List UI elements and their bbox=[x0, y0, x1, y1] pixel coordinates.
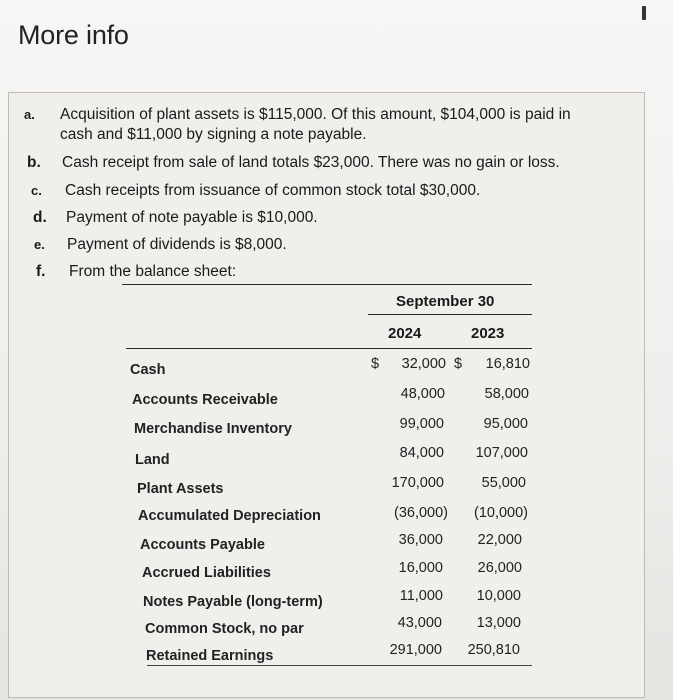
cell-2024: 43,000 bbox=[397, 615, 442, 631]
dialog-title: More info bbox=[18, 20, 129, 50]
cell-2024: 99,000 bbox=[399, 416, 444, 432]
row-label-retained-earnings: Retained Earnings bbox=[146, 648, 274, 664]
cell-2023: 26,000 bbox=[477, 560, 522, 576]
cell-2023: 16,810 bbox=[485, 356, 530, 372]
cell-2024: 16,000 bbox=[398, 560, 443, 576]
row-label-accumulated-depreciation: Accumulated Depreciation bbox=[138, 508, 321, 524]
cell-2024: 36,000 bbox=[398, 532, 443, 548]
note-e bbox=[34, 235, 634, 255]
note-letter: b. bbox=[27, 154, 41, 171]
row-label-accounts-receivable: Accounts Receivable bbox=[132, 392, 278, 408]
note-text: Payment of dividends is $8,000. bbox=[67, 236, 287, 253]
currency-symbol-2024: $ bbox=[371, 356, 380, 372]
cell-2024: 291,000 bbox=[389, 642, 442, 658]
cell-2024: (36,000) bbox=[393, 505, 448, 521]
cell-2023: 95,000 bbox=[483, 416, 528, 432]
note-letter: f. bbox=[36, 263, 46, 280]
cell-2023: 22,000 bbox=[477, 532, 522, 548]
cell-2023: 13,000 bbox=[476, 615, 521, 631]
row-label-accrued-liabilities: Accrued Liabilities bbox=[142, 565, 271, 581]
note-letter: a. bbox=[24, 107, 35, 122]
note-f bbox=[36, 262, 636, 282]
cell-2023: 58,000 bbox=[484, 386, 529, 402]
cell-2023: 10,000 bbox=[476, 588, 521, 604]
note-text: Payment of note payable is $10,000. bbox=[66, 209, 318, 226]
row-label-accounts-payable: Accounts Payable bbox=[140, 537, 265, 553]
table-bottom-rule bbox=[147, 665, 532, 666]
note-text-cont: cash and $11,000 by signing a note payable. bbox=[60, 126, 367, 143]
row-label-cash: Cash bbox=[130, 362, 166, 378]
column-header-2024: 2024 bbox=[388, 325, 422, 342]
period-underline bbox=[368, 314, 532, 315]
note-letter: c. bbox=[31, 183, 42, 198]
note-text: Cash receipt from sale of land totals $23,000. There was no gain or loss. bbox=[62, 154, 560, 171]
cell-2023: 55,000 bbox=[481, 475, 526, 491]
note-letter: d. bbox=[33, 209, 47, 226]
table-top-rule bbox=[122, 284, 532, 285]
note-d bbox=[33, 208, 633, 228]
row-label-merchandise-inventory: Merchandise Inventory bbox=[134, 421, 292, 437]
note-c bbox=[31, 181, 631, 201]
note-text: From the balance sheet: bbox=[69, 263, 237, 280]
cell-2023: 107,000 bbox=[475, 445, 528, 461]
minimize-icon[interactable] bbox=[642, 6, 646, 20]
row-label-land: Land bbox=[135, 452, 170, 468]
cell-2023: 250,810 bbox=[467, 642, 520, 658]
column-header-2023: 2023 bbox=[471, 325, 505, 342]
period-header: September 30 bbox=[396, 293, 495, 310]
row-label-notes-payable: Notes Payable (long-term) bbox=[143, 594, 323, 610]
note-letter: e. bbox=[34, 237, 45, 252]
note-b bbox=[27, 153, 627, 173]
cell-2024: 84,000 bbox=[399, 445, 444, 461]
cell-2023: (10,000) bbox=[473, 505, 528, 521]
cell-2024: 48,000 bbox=[400, 386, 445, 402]
currency-symbol-2023: $ bbox=[454, 356, 463, 372]
note-a bbox=[24, 105, 624, 145]
cell-2024: 170,000 bbox=[391, 475, 444, 491]
row-label-plant-assets: Plant Assets bbox=[137, 481, 224, 497]
cell-2024: 11,000 bbox=[399, 588, 443, 604]
cell-2024: 32,000 bbox=[401, 356, 446, 372]
row-label-common-stock: Common Stock, no par bbox=[145, 621, 304, 637]
header-bottom-rule bbox=[126, 348, 532, 349]
note-text: Acquisition of plant assets is $115,000. Of this amount, $104,000 is paid in bbox=[60, 106, 571, 123]
note-text: Cash receipts from issuance of common stock total $30,000. bbox=[65, 182, 481, 199]
